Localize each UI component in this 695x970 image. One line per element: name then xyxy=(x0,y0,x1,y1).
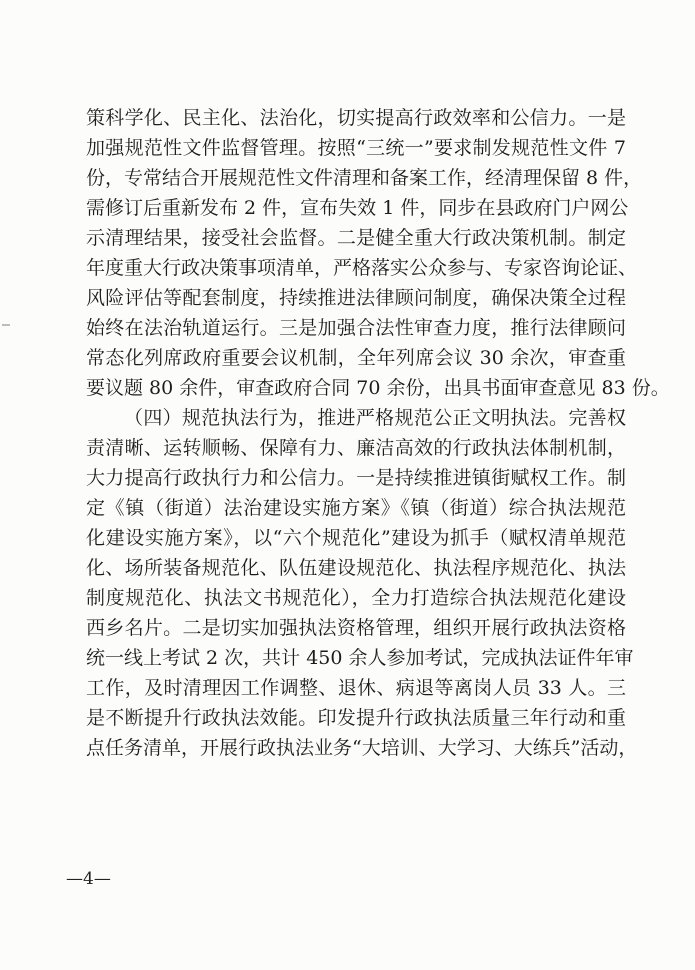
text-line: 风险评估等配套制度，持续推进法律顾问制度，确保决策全过程 xyxy=(86,287,626,309)
text-line: 化建设实施方案》，以“六个规范化”建设为抓手（赋权清单规范 xyxy=(86,527,626,549)
text-line: 是不断提升行政执法效能。印发提升行政执法质量三年行动和重 xyxy=(86,707,626,729)
text-line: 工作，及时清理因工作调整、退休、病退等离岗人员 33 人。三 xyxy=(86,677,626,699)
text-line: 策科学化、民主化、法治化，切实提高行政效率和公信力。一是 xyxy=(86,107,626,129)
scan-margin-mark xyxy=(2,324,10,326)
text-line: 定《镇（街道）法治建设实施方案》《镇（街道）综合执法规范 xyxy=(86,497,626,519)
text-line: 年度重大行政决策事项清单，严格落实公众参与、专家咨询论证、 xyxy=(86,257,638,279)
text-line: 常态化列席政府重要会议机制，全年列席会议 30 余次，审查重 xyxy=(86,347,626,369)
text-line: 份，专常结合开展规范性文件清理和备案工作，经清理保留 8 件， xyxy=(86,167,643,189)
text-line: 大力提高行政执行力和公信力。一是持续推进镇街赋权工作。制 xyxy=(86,467,626,489)
text-line: 统一线上考试 2 次，共计 450 余人参加考试，完成执法证件年审 xyxy=(86,647,634,669)
text-line: 要议题 80 余件，审查政府合同 70 余份，出具书面审查意见 83 份。 xyxy=(86,377,670,399)
text-line: 制度规范化、执法文书规范化），全力打造综合执法规范化建设 xyxy=(86,587,626,609)
page-number: —4— xyxy=(66,869,111,889)
text-line: 责清晰、运转顺畅、保障有力、廉洁高效的行政执法体制机制， xyxy=(86,437,626,459)
text-line: 始终在法治轨道运行。三是加强合法性审查力度，推行法律顾问 xyxy=(86,317,626,339)
text-line: 化、场所装备规范化、队伍建设规范化、执法程序规范化、执法 xyxy=(86,557,626,579)
text-line: 西乡名片。二是切实加强执法资格管理，组织开展行政执法资格 xyxy=(86,617,626,639)
text-line: 需修订后重新发布 2 件，宣布失效 1 件，同步在县政府门户网公 xyxy=(86,197,629,219)
text-line: 示清理结果，接受社会监督。二是健全重大行政决策机制。制定 xyxy=(86,227,626,249)
text-line: 点任务清单，开展行政执法业务“大培训、大学习、大练兵”活动， xyxy=(86,737,638,759)
body-text xyxy=(86,103,670,763)
section-heading-line: （四）规范执法行为，推进严格规范公正文明执法。完善权 xyxy=(124,407,626,429)
text-line: 加强规范性文件监督管理。按照“三统一”要求制发规范性文件 7 xyxy=(86,137,626,159)
